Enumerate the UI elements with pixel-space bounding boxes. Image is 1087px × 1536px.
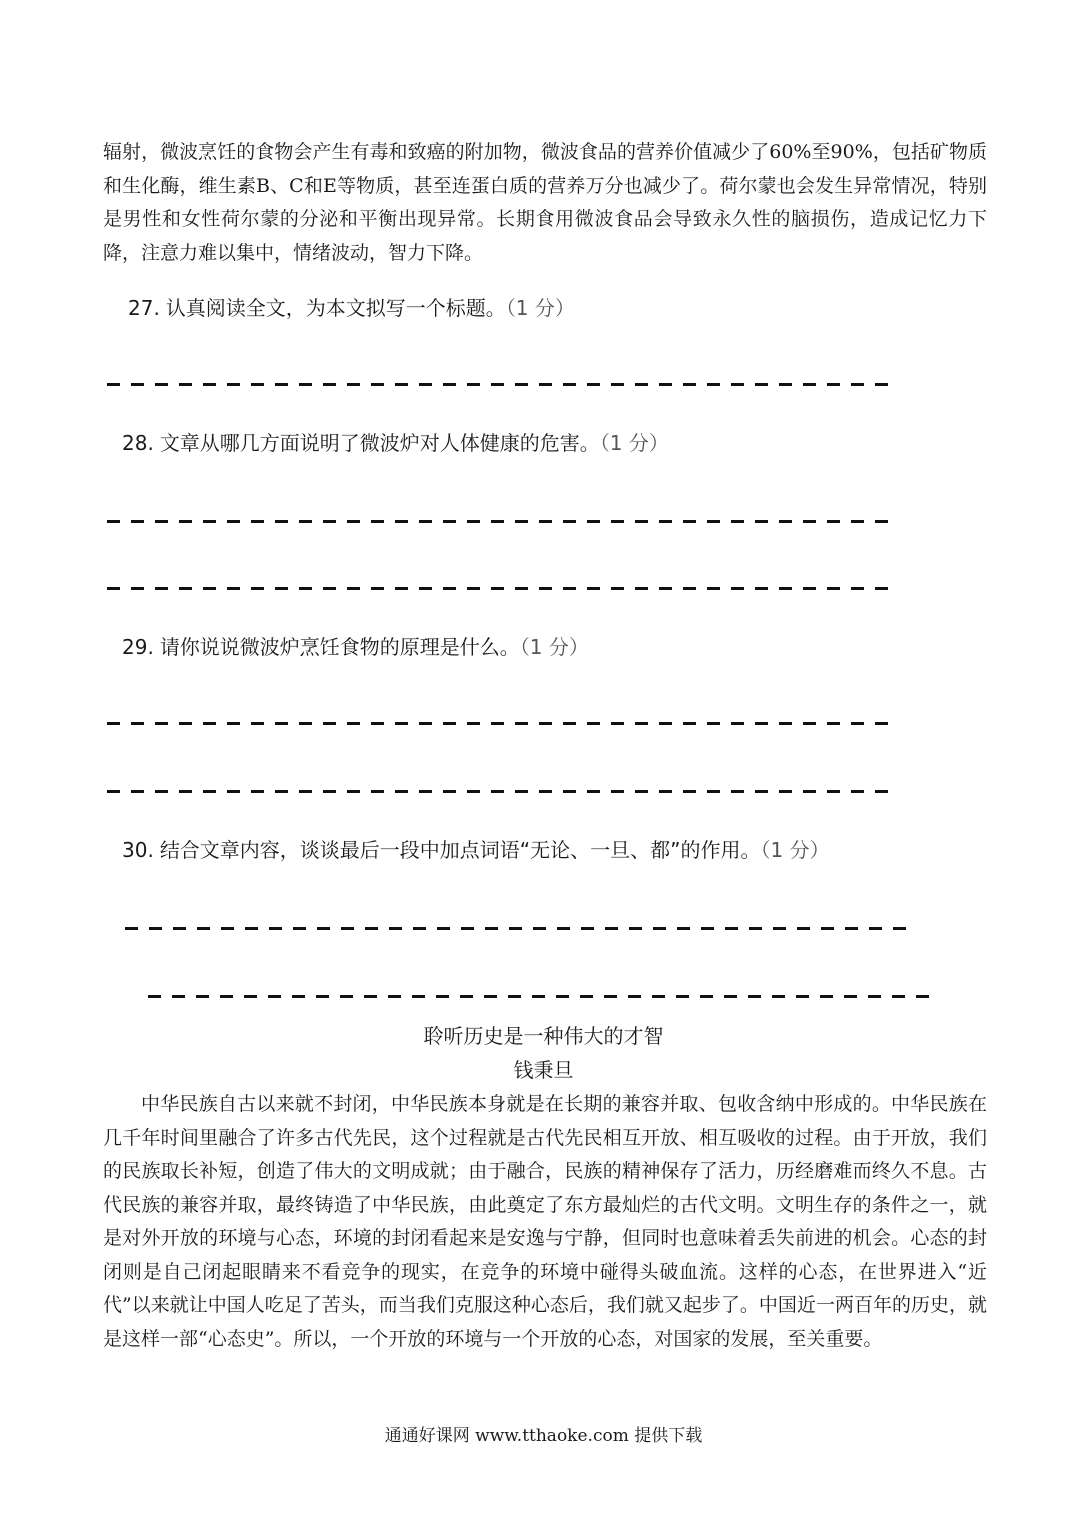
question-27 <box>128 294 575 322</box>
question-number: 29. <box>122 635 154 659</box>
answer-line[interactable] <box>107 790 897 793</box>
intro-paragraph: 辐射，微波烹饪的食物会产生有毒和致癌的附加物，微波食品的营养价值减少了60%至90%，包括矿物质和生化酶，维生素B、C和E等物质，甚至连蛋白质的营养万分也减少了。荷尔蒙也会发生异常情况，特别是男性和女性荷尔蒙的分泌和平衡出现异常。长期食用微波食品会导致永久性的脑损伤，造成记忆力下降，注意力难以集中，情绪波动，智力下降。 <box>103 141 987 264</box>
question-28 <box>122 429 669 457</box>
question-text: 文章从哪几方面说明了微波炉对人体健康的危害。 <box>159 431 600 455</box>
answer-line[interactable] <box>107 383 897 386</box>
question-points: （1 分） <box>519 635 589 659</box>
question-30 <box>122 836 830 864</box>
question-points: （1 分） <box>505 296 575 320</box>
question-text: 认真阅读全文，为本文拟写一个标题。 <box>165 296 506 320</box>
question-text: 请你说说微波炉烹饪食物的原理是什么。 <box>159 635 520 659</box>
answer-line[interactable] <box>148 995 940 998</box>
question-text: 结合文章内容，谈谈最后一段中加点词语“无论、一旦、都”的作用。 <box>159 838 761 862</box>
article-title: 聆听历史是一种伟大的才智 <box>423 1024 664 1048</box>
answer-line[interactable] <box>107 722 897 725</box>
question-number: 27. <box>128 296 160 320</box>
article-paragraph: 中华民族自古以来就不封闭，中华民族本身就是在长期的兼容并取、包收含纳中形成的。中华民族在几千年时间里融合了许多古代先民，这个过程就是古代先民相互开放、相互吸收的过程。由于开放，我们的民族取长补短，创造了伟大的文明成就；由于融合，民族的精神保存了活力，历经磨难而终久不息。古代民族的兼容并取，最终铸造了中华民族，由此奠定了东方最灿烂的古代文明。文明生存的条件之一，就是对外开放的环境与心态，环境的封闭看起来是安逸与宁静，但同时也意味着丢失前进的机会。心态的封闭则是自己闭起眼睛来不看竞争的现实，在竞争的环境中碰得头破血流。这样的心态，在世界进入“近代”以来就让中国人吃足了苦头，而当我们克服这种心态后，我们就又起步了。中国近一两百年的历史，就是这样一部“心态史”。所以，一个开放的环境与一个开放的心态，对国家的发展，至关重要。 <box>103 1093 987 1350</box>
answer-line[interactable] <box>107 520 897 523</box>
question-number: 30. <box>122 838 154 862</box>
answer-line[interactable] <box>107 587 897 590</box>
page-footer: 通通好课网 www.tthaoke.com 提供下载 <box>384 1426 703 1446</box>
question-points: （1 分） <box>599 431 669 455</box>
article-author: 钱秉旦 <box>513 1058 574 1082</box>
question-points: （1 分） <box>760 838 830 862</box>
question-29 <box>122 633 589 661</box>
answer-line[interactable] <box>125 927 917 930</box>
question-number: 28. <box>122 431 154 455</box>
